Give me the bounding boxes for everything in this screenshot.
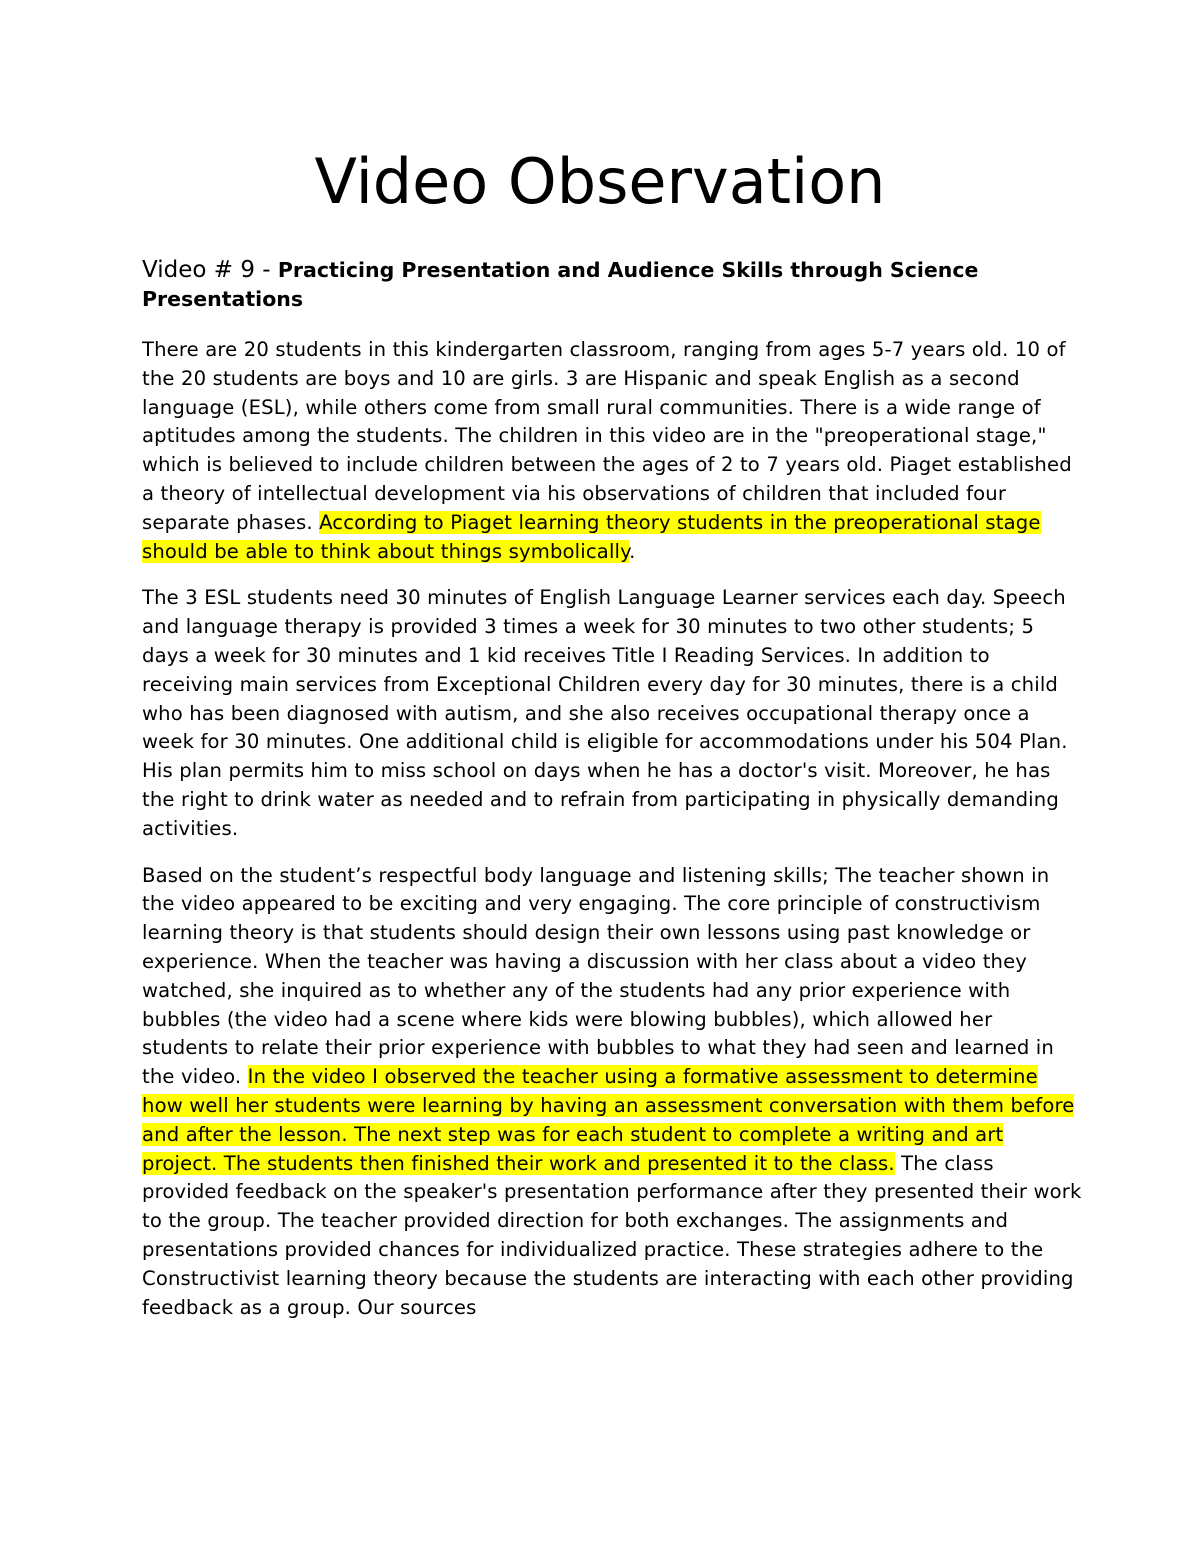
highlighted-text: According to Piaget learning theory students in the preoperational stage should be able to think about things symbolically: [142, 510, 1041, 563]
paragraph-classroom: [142, 336, 1082, 566]
video-topic: Practicing Presentation and Audience Skills through Science Presentations: [142, 258, 979, 311]
document-body: [142, 256, 1082, 1340]
paragraph-text: There are 20 students in this kindergarten classroom, ranging from ages 5-7 years old. 10 of the 20 students are boys and 10 are girls. 3 are Hispanic and speak English as a second language (ESL), while others come from small rural communities. There is a wide range of aptitudes among the students. The children in this video are in the "preoperational stage," which is believed to include children between the ages of 2 to 7 years old. Piaget established a theory of intellectual development via his observations of children that included four separate phases.: [142, 338, 1072, 534]
document-title: Video Observation: [314, 145, 886, 218]
video-number-label: Video # 9 -: [142, 257, 278, 283]
paragraph-services: [142, 584, 1082, 843]
paragraph-teacher: [142, 862, 1082, 1323]
paragraph-text-after: .: [629, 539, 636, 563]
paragraph-text: Based on the student’s respectful body language and listening skills; The teacher shown in the video appeared to be exciting and very engaging. The core principle of constructivism learning theory is that students should design their own lessons using past knowledge or experience. When the teacher was having a discussion with her class about a video they watched, she inquired as to whether any of the students had any prior experience with bubbles (the video had a scene where kids were blowing bubbles), which allowed her students to relate their prior experience with bubbles to what they had seen and learned in the video.: [142, 863, 1054, 1089]
paragraph-text-after: The class provided feedback on the speaker's presentation performance after they presented their work to the group. The teacher provided direction for both exchanges. The assignments and presentations provided chances for individualized practice. These strategies adhere to the Constructivist learning theory because the students are interacting with each other providing feedback as a group. Our sources: [142, 1151, 1082, 1319]
video-heading: [142, 256, 1082, 314]
highlighted-text: In the video I observed the teacher using a formative assessment to determine how well her students were learning by having an assessment conversation with them before and after the lesson. The next step was for each student to complete a writing and art project. The students then finished their work and presented it to the class.: [142, 1065, 1075, 1175]
paragraph-text: The 3 ESL students need 30 minutes of English Language Learner services each day. Speech and language therapy is provided 3 times a week for 30 minutes to two other students; 5 days a week for 30 minutes and 1 kid receives Title I Reading Services. In addition to receiving main services from Exceptional Children every day for 30 minutes, there is a child who has been diagnosed with autism, and she also receives occupational therapy once a week for 30 minutes. One additional child is eligible for accommodations under his 504 Plan. His plan permits him to miss school on days when he has a doctor's visit. Moreover, he has the right to drink water as needed and to refrain from participating in physically demanding activities.: [142, 586, 1068, 840]
